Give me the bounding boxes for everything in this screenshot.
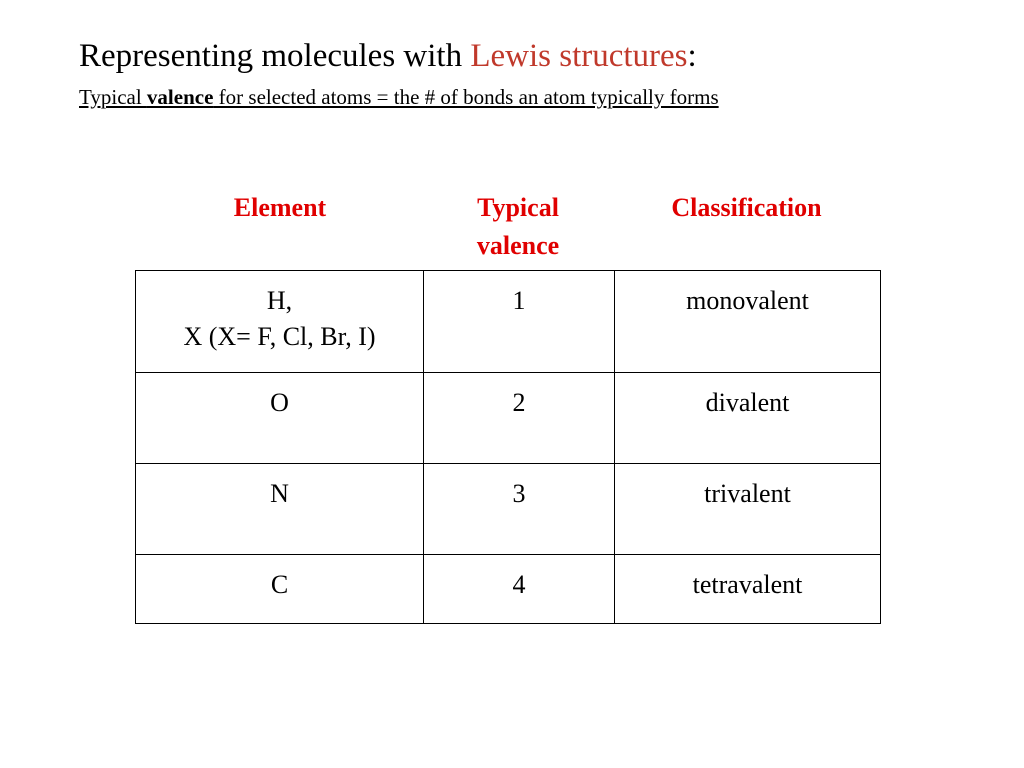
cell-valence: 4	[424, 555, 615, 624]
cell-classification: trivalent	[615, 464, 881, 555]
header-classification: Classification	[671, 193, 822, 222]
cell-valence: 3	[424, 464, 615, 555]
table-row	[136, 271, 881, 373]
title-accent: Lewis structures	[470, 38, 688, 74]
title-suffix: :	[687, 38, 697, 74]
cell-element: N	[136, 464, 424, 555]
table-row	[136, 464, 881, 555]
table-row	[136, 555, 881, 624]
cell-classification: divalent	[615, 373, 881, 464]
cell-element: O	[136, 373, 424, 464]
header-typical-valence	[423, 189, 613, 265]
subtitle-suffix: for selected atoms = the # of bonds an atom typically forms	[213, 85, 719, 109]
slide-title	[79, 36, 697, 76]
element-line2: X (X= F, Cl, Br, I)	[183, 322, 376, 351]
header-valence-line1: Typical	[477, 193, 559, 222]
valence-table	[135, 270, 881, 624]
header-valence-line2: valence	[476, 231, 560, 260]
subtitle-bold: valence	[146, 85, 214, 109]
slide-subtitle	[79, 84, 719, 110]
cell-element: C	[136, 555, 424, 624]
cell-valence: 1	[424, 271, 615, 373]
header-element: Element	[233, 193, 327, 222]
cell-element	[136, 271, 424, 373]
table-row	[136, 373, 881, 464]
cell-valence: 2	[424, 373, 615, 464]
element-line1: H,	[266, 286, 293, 315]
subtitle-prefix: Typical	[79, 85, 147, 109]
cell-classification: tetravalent	[615, 555, 881, 624]
cell-classification: monovalent	[615, 271, 881, 373]
title-prefix: Representing molecules with	[79, 38, 471, 74]
